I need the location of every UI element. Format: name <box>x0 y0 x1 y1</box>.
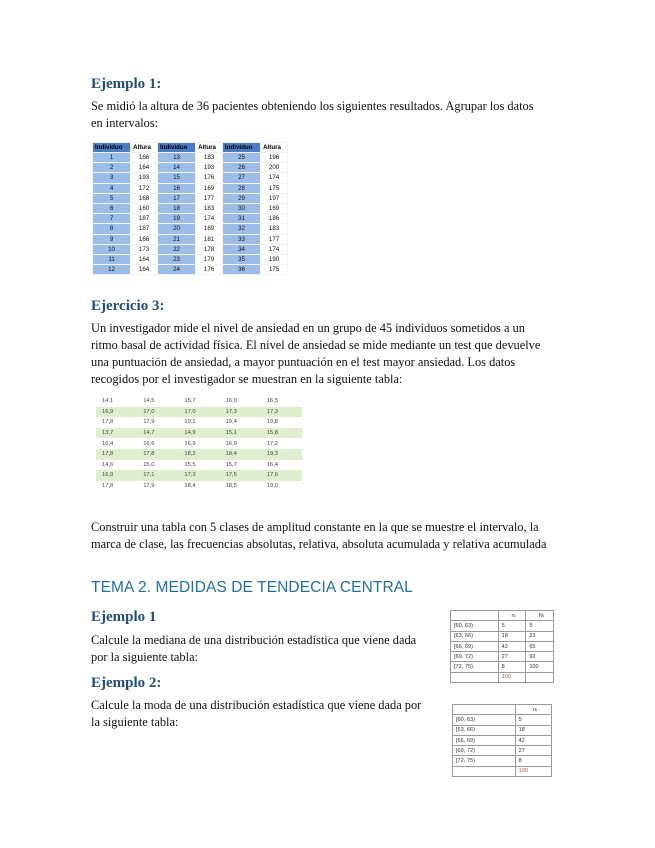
table-cell: 13,7 <box>96 428 137 439</box>
table-cell: 186 <box>261 214 288 224</box>
table-cell: 16,4 <box>261 460 302 471</box>
col-header: Individuo <box>93 143 131 153</box>
table-row <box>453 746 552 756</box>
table-row <box>93 234 288 244</box>
col-header: Individuo <box>222 143 260 153</box>
table-cell: 15,7 <box>178 396 219 407</box>
table-cell: 17,0 <box>137 407 178 418</box>
table-cell: 14,1 <box>96 396 137 407</box>
table-header-row <box>451 611 554 621</box>
table-cell: 14,6 <box>96 460 137 471</box>
table-cell: [60, 63) <box>453 715 516 725</box>
table-cell: 18,4 <box>220 449 261 460</box>
table-header-cell <box>451 611 499 621</box>
table-cell: 18 <box>157 203 195 213</box>
table-cell: [72, 75) <box>453 756 516 766</box>
table-cell: 20 <box>157 224 195 234</box>
table-cell: 177 <box>196 193 223 203</box>
table-cell: 8 <box>93 224 131 234</box>
table-row <box>93 254 288 264</box>
table-cell: 16,9 <box>96 407 137 418</box>
ejercicio3-text-line3: una puntuación de ansiedad, a mayor puntuación en el test mayor ansiedad. Los datos <box>91 355 516 369</box>
table-cell: 2 <box>93 163 131 173</box>
table-row <box>93 163 288 173</box>
table-cell: 166 <box>131 234 158 244</box>
table-row <box>453 756 552 766</box>
table-cell: 187 <box>131 224 158 234</box>
table-cell: 17,8 <box>96 417 137 428</box>
table-cell: 29 <box>222 193 260 203</box>
table-cell: 183 <box>196 203 223 213</box>
table-cell: 3 <box>93 173 131 183</box>
table-cell: 21 <box>157 234 195 244</box>
table-cell: 16,6 <box>137 438 178 449</box>
table-row <box>93 224 288 234</box>
table-cell: 16 <box>157 183 195 193</box>
table-row <box>453 725 552 735</box>
table-row <box>96 417 302 428</box>
table-cell: [72, 75) <box>451 662 499 672</box>
ejemplo1b-text-line1: Calcule la mediana de una distribución estadística que viene dada <box>91 633 417 647</box>
ejercicio3-after-line2: marca de clase, las frecuencias absolutas, relativa, absoluta acumulada y relativa acumulada <box>91 537 547 551</box>
median-table <box>450 610 554 683</box>
ejercicio3-text-line4: recogidos por el investigador se muestran en la siguiente tabla: <box>91 372 403 386</box>
table-cell: 31 <box>222 214 260 224</box>
table-cell: 27 <box>222 173 260 183</box>
table-cell: 17,3 <box>220 407 261 418</box>
table-cell: 19,0 <box>261 481 302 492</box>
table-row <box>96 460 302 471</box>
table-row <box>453 715 552 725</box>
table-row <box>451 641 554 651</box>
table-cell: 187 <box>131 214 158 224</box>
table-cell: 16,4 <box>96 438 137 449</box>
table-cell: 174 <box>261 244 288 254</box>
table-cell: 14,9 <box>178 428 219 439</box>
table-cell: 176 <box>196 173 223 183</box>
table-cell: 1 <box>93 153 131 163</box>
table-cell: 18,4 <box>178 481 219 492</box>
table-cell: 16,9 <box>220 438 261 449</box>
table-cell: 17,3 <box>178 470 219 481</box>
table-cell: [60, 63) <box>451 621 499 631</box>
table-cell: 15,7 <box>220 460 261 471</box>
table-cell: 17,0 <box>178 407 219 418</box>
table-cell: 11 <box>93 254 131 264</box>
table-cell: 24 <box>157 265 195 275</box>
col-header: Individuo <box>157 143 195 153</box>
table-cell: 17,9 <box>137 417 178 428</box>
ejemplo1-text-line2: en intervalos: <box>91 116 159 130</box>
table-cell: 92 <box>526 652 554 662</box>
col-header: Altura <box>196 143 223 153</box>
table-cell: 16,9 <box>178 438 219 449</box>
heights-table-header <box>93 143 288 153</box>
table-row <box>96 438 302 449</box>
total-cell: 100 <box>498 672 526 682</box>
table-cell: 28 <box>222 183 260 193</box>
table-cell: 17,6 <box>261 470 302 481</box>
table-cell: 32 <box>222 224 260 234</box>
total-cell: 100 <box>515 766 551 776</box>
table-cell: [66, 69) <box>453 735 516 745</box>
table-row <box>451 662 554 672</box>
table-row <box>96 470 302 481</box>
ejemplo1-heading: Ejemplo 1: <box>91 76 162 92</box>
table-cell: 35 <box>222 254 260 264</box>
table-cell: 17,8 <box>96 481 137 492</box>
table-cell: 5 <box>93 193 131 203</box>
ejemplo1b-text-line2: por la siguiente tabla: <box>91 650 199 664</box>
table-cell: 15,1 <box>220 428 261 439</box>
mode-table <box>452 704 552 777</box>
table-cell: 33 <box>222 234 260 244</box>
table-cell: 42 <box>498 641 526 651</box>
table-cell: 19,3 <box>261 449 302 460</box>
table-cell: [63, 66) <box>453 725 516 735</box>
anxiety-table <box>96 396 302 491</box>
table-cell: 5 <box>498 621 526 631</box>
table-cell: 200 <box>261 163 288 173</box>
table-cell: 16,0 <box>220 396 261 407</box>
ejemplo2-text-line1: Calcule la moda de una distribución estadística que viene dada por <box>91 698 422 712</box>
table-cell: 27 <box>515 746 551 756</box>
table-cell: [63, 66) <box>451 631 499 641</box>
table-cell: 17,1 <box>137 470 178 481</box>
table-cell: 26 <box>222 163 260 173</box>
table-cell: 179 <box>196 254 223 264</box>
table-cell: 190 <box>261 254 288 264</box>
table-row <box>93 153 288 163</box>
table-cell <box>451 672 499 682</box>
table-header-cell <box>453 705 516 715</box>
table-cell: 8 <box>498 662 526 672</box>
table-cell: 17 <box>157 193 195 203</box>
table-cell: 18 <box>498 631 526 641</box>
table-cell: 10 <box>93 244 131 254</box>
table-total-row <box>451 672 554 682</box>
table-cell: 173 <box>131 244 158 254</box>
table-row <box>93 265 288 275</box>
ejercicio3-heading: Ejercicio 3: <box>91 298 165 314</box>
table-cell: 183 <box>196 153 223 163</box>
table-cell: 100 <box>526 662 554 672</box>
table-cell: 22 <box>157 244 195 254</box>
table-row <box>93 203 288 213</box>
table-header-cell: nᵢ <box>515 705 551 715</box>
table-cell: 14,7 <box>137 428 178 439</box>
table-row <box>451 652 554 662</box>
table-cell: 36 <box>222 265 260 275</box>
table-cell: 16,9 <box>96 470 137 481</box>
table-cell: 197 <box>261 193 288 203</box>
table-cell: 27 <box>498 652 526 662</box>
table-cell: [69, 72) <box>451 652 499 662</box>
table-row <box>96 449 302 460</box>
table-cell: 30 <box>222 203 260 213</box>
ejercicio3-text-line1: Un investigador mide el nivel de ansiedad en un grupo de 45 individuos sometidos a un <box>91 321 525 335</box>
table-cell: 8 <box>515 756 551 766</box>
table-cell: 17,8 <box>96 449 137 460</box>
table-cell: 23 <box>526 631 554 641</box>
table-cell: [69, 72) <box>453 746 516 756</box>
table-row <box>451 621 554 631</box>
table-total-row <box>453 766 552 776</box>
table-cell: 17,8 <box>137 449 178 460</box>
ejemplo2-text-line2: la siguiente tabla: <box>91 715 179 729</box>
table-cell: 34 <box>222 244 260 254</box>
table-cell: 17,5 <box>220 470 261 481</box>
table-row <box>451 631 554 641</box>
table-cell: 174 <box>261 173 288 183</box>
table-cell: 168 <box>131 193 158 203</box>
table-cell: 176 <box>196 265 223 275</box>
table-cell: 15 <box>157 173 195 183</box>
table-cell: 25 <box>222 153 260 163</box>
table-header-cell: Nᵢ <box>526 611 554 621</box>
table-cell: 174 <box>196 214 223 224</box>
table-cell <box>453 766 516 776</box>
table-cell: 19,8 <box>261 417 302 428</box>
table-cell: [66, 69) <box>451 641 499 651</box>
table-row <box>96 428 302 439</box>
ejemplo1b-heading: Ejemplo 1 <box>91 609 157 625</box>
table-cell: 169 <box>261 203 288 213</box>
table-cell: 14,5 <box>137 396 178 407</box>
table-cell: 18,2 <box>178 449 219 460</box>
table-cell: 164 <box>131 163 158 173</box>
table-cell: 15,8 <box>261 428 302 439</box>
table-cell: 42 <box>515 735 551 745</box>
table-row <box>453 735 552 745</box>
table-cell <box>526 672 554 682</box>
table-cell: 5 <box>515 715 551 725</box>
table-row <box>96 481 302 492</box>
ejercicio3-after-line1: Construir una tabla con 5 clases de amplitud constante en la que se muestre el intervalo, la <box>91 520 539 534</box>
table-cell: 164 <box>131 254 158 264</box>
table-cell: 19 <box>157 214 195 224</box>
table-cell: 196 <box>261 153 288 163</box>
table-cell: 177 <box>261 234 288 244</box>
table-cell: 7 <box>93 214 131 224</box>
table-cell: 18,5 <box>220 481 261 492</box>
col-header: Altura <box>261 143 288 153</box>
table-cell: 13 <box>157 153 195 163</box>
table-cell: 65 <box>526 641 554 651</box>
table-cell: 166 <box>131 153 158 163</box>
table-cell: 4 <box>93 183 131 193</box>
table-cell: 16,5 <box>261 396 302 407</box>
table-row <box>96 407 302 418</box>
ejemplo1-text-line1: Se midió la altura de 36 pacientes obteniendo los siguientes resultados. Agrupar los datos <box>91 99 534 113</box>
table-cell: 14 <box>157 163 195 173</box>
table-cell: 15,5 <box>178 460 219 471</box>
table-cell: 160 <box>131 203 158 213</box>
table-cell: 175 <box>261 265 288 275</box>
table-cell: 178 <box>196 244 223 254</box>
table-row <box>93 244 288 254</box>
table-cell: 23 <box>157 254 195 264</box>
table-cell: 17,3 <box>261 407 302 418</box>
table-header-cell: nᵢ <box>498 611 526 621</box>
table-cell: 193 <box>196 163 223 173</box>
table-cell: 183 <box>261 224 288 234</box>
table-cell: 193 <box>131 173 158 183</box>
table-cell: 175 <box>261 183 288 193</box>
table-cell: 9 <box>93 234 131 244</box>
table-cell: 5 <box>526 621 554 631</box>
table-cell: 6 <box>93 203 131 213</box>
table-cell: 17,2 <box>261 438 302 449</box>
table-cell: 19,1 <box>178 417 219 428</box>
ejemplo2-heading: Ejemplo 2: <box>91 675 162 691</box>
table-cell: 19,4 <box>220 417 261 428</box>
tema2-title: TEMA 2. MEDIDAS DE TENDECIA CENTRAL <box>91 579 413 596</box>
table-row <box>93 214 288 224</box>
table-row <box>93 183 288 193</box>
table-cell: 17,9 <box>137 481 178 492</box>
heights-table <box>92 142 288 275</box>
table-header-row <box>453 705 552 715</box>
table-row <box>93 193 288 203</box>
table-cell: 189 <box>196 224 223 234</box>
table-cell: 169 <box>196 183 223 193</box>
table-cell: 15,0 <box>137 460 178 471</box>
table-cell: 18 <box>515 725 551 735</box>
table-cell: 181 <box>196 234 223 244</box>
ejercicio3-text-line2: ritmo basal de actividad física. El nivel de ansiedad se mide mediante un test que devuelve <box>91 338 541 352</box>
table-cell: 12 <box>93 265 131 275</box>
table-cell: 164 <box>131 265 158 275</box>
col-header: Altura <box>131 143 158 153</box>
table-row <box>96 396 302 407</box>
table-row <box>93 173 288 183</box>
table-cell: 172 <box>131 183 158 193</box>
